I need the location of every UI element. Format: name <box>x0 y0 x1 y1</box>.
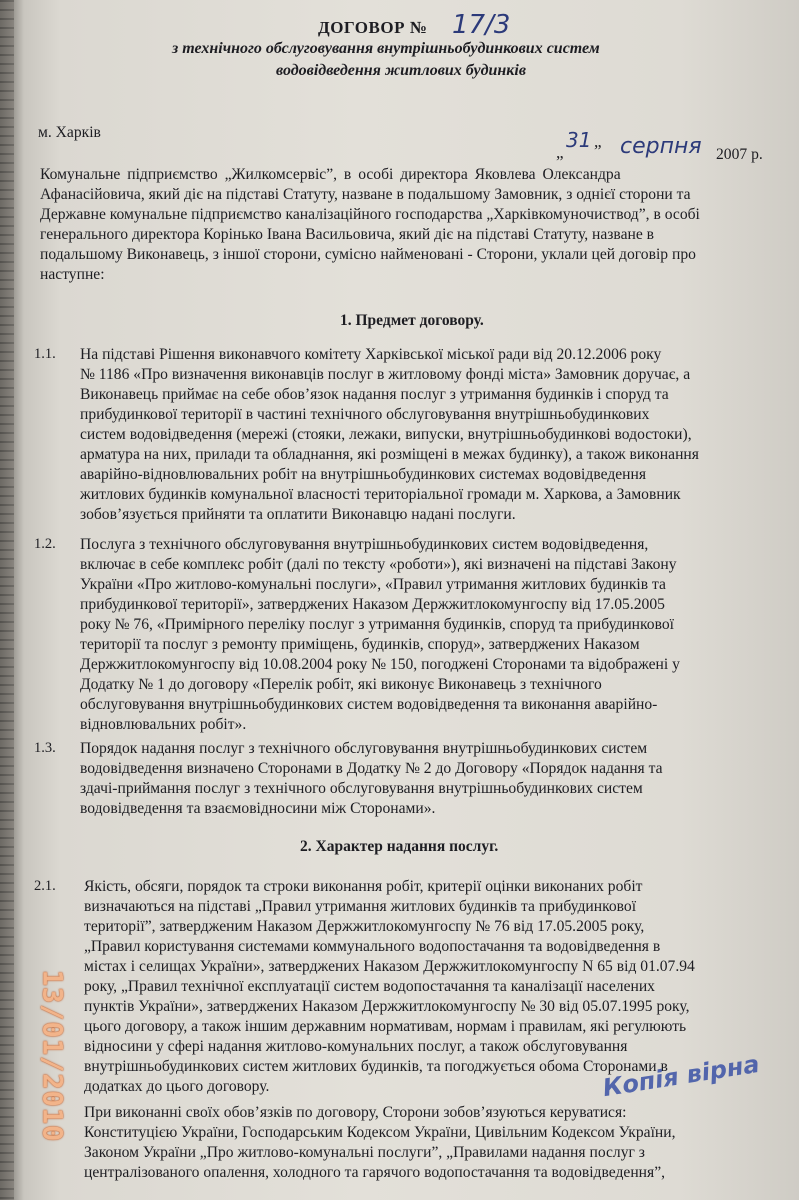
clause-line: року, „Правил технічної експлуатації систем водопостачання та каналізації населених <box>84 978 655 995</box>
clause-line: аварійно-відновлювальних робіт на внутрішньобудинкових системах водовідведення <box>80 466 647 483</box>
clause-line: України «Про житлово-комунальні послуги», «Правил утримання житлових будинків та <box>80 576 666 593</box>
clause-number: 1.1. <box>34 346 56 362</box>
document-subtitle-line-1: з технічного обслуговування внутрішньобудинкових систем <box>172 40 600 57</box>
clause-line: додатках до цього договору. <box>84 1078 270 1095</box>
clause-line: централізованого опалення, холодного та гарячого водопостачання та водовідведення”, <box>84 1164 666 1181</box>
intro-line: Комунальне підприємство „Жилкомсервіс”, в особі директора Яковлева Олександра <box>40 166 621 183</box>
clause-line: водовідведення та взаємовідносини між Сторонами». <box>80 800 436 817</box>
clause-line: На підставі Рішення виконавчого комітету Харківської міської ради від 20.12.2006 року <box>80 346 662 363</box>
document-title: ДОГОВОР № <box>318 18 428 37</box>
clause-number: 2.1. <box>34 878 56 894</box>
intro-line: Афанасійовича, який діє на підставі Статуту, назване в подальшому Замовник, з однієї сторони та <box>40 186 691 203</box>
clause-line: арматура на них, прилади та обладнання, які розміщені в межах будинку), а також виконання <box>80 446 699 463</box>
document-subtitle-line-2: водовідведення житлових будинків <box>276 62 526 79</box>
clause-line: здачі-приймання послуг з технічного обслуговування внутрішньобудинкових систем <box>80 780 643 797</box>
clause-line: містах і селищах України», затверджених Наказом Держжитлокомунгоспу N 65 від 01.07.94 <box>84 958 695 975</box>
clause-line: При виконанні своїх обов’язків по договору, Сторони зобов’язуються керуватися: <box>84 1104 627 1121</box>
certified-copy-stamp: Копія вірна <box>600 1049 762 1103</box>
clause-line: „Правил користування системами коммунального водопостачання та водовідведення в <box>84 938 661 955</box>
clause-line: Порядок надання послуг з технічного обслуговування внутрішньобудинкових систем <box>80 740 648 757</box>
clause-line: території”, затвердженим Наказом Держжитлокомунгоспу № 76 від 17.05.2005 року, <box>84 918 645 935</box>
clause-line: житлових будинків комунальної власності територіальної громади м. Харкова, а Замовник <box>80 486 681 503</box>
clause-line: Додатку № 1 до договору «Перелік робіт, які виконує Виконавець з технічного <box>80 676 602 693</box>
section-2-heading: 2. Характер надання послуг. <box>300 838 499 855</box>
clause-line: пунктів України», затверджених Наказом Держжитлокомунгоспу № 30 від 05.07.1995 року, <box>84 998 690 1015</box>
date-open-quote: „ <box>556 143 564 162</box>
clause-line: прибудинкової території», затверджених Наказом Держжитлокомунгоспу від 17.05.2005 <box>80 596 665 613</box>
binding-edge <box>0 0 14 1200</box>
intro-line: Державне комунальне підприємство каналізаційного господарства „Харківкомуночиствод”, в особі <box>40 206 700 223</box>
clause-line: Законом України „Про житлово-комунальні послуги”, „Правилами надання послуг з <box>84 1144 645 1161</box>
clause-number: 1.3. <box>34 740 56 756</box>
clause-line: відносини у сфері надання житлово-комунальних послуг, а також обслуговування <box>84 1038 628 1055</box>
place-of-signing: м. Харків <box>38 124 101 141</box>
date-close-quote: ” <box>594 141 602 160</box>
clause-line: прибудинкової території в частині технічного обслуговування внутрішньобудинкових <box>80 406 650 423</box>
clause-line: № 1186 «Про визначення виконавців послуг в житловому фонді міста» Замовник доручає, а <box>80 366 691 383</box>
clause-line: цього договору, а також іншим державним нормативам, нормам і правилам, які регулюють <box>84 1018 687 1035</box>
clause-line: визначаються на підставі „Правил утримання житлових будинків та прибудинкової <box>84 898 637 915</box>
clause-line: систем водовідведення (мережі (стояки, лежаки, випуски, внутрішньобудинкові водостоки), <box>80 426 692 443</box>
date-year: 2007 р. <box>716 146 763 163</box>
handwritten-day: 31 <box>566 128 592 152</box>
clause-number: 1.2. <box>34 536 56 552</box>
handwritten-month: серпня <box>620 134 702 159</box>
clause-line: зобов’язується прийняти та оплатити Виконавцю надані послуги. <box>80 506 516 523</box>
clause-line: Послуга з технічного обслуговування внутрішньобудинкових систем водовідведення, <box>80 536 649 553</box>
clause-line: внутрішньобудинкових систем житлових будинків, та погоджується обома Сторонами в <box>84 1058 668 1075</box>
clause-line: водовідведення визначено Сторонами в Додатку № 2 до Договору «Порядок надання та <box>80 760 663 777</box>
intro-line: наступне: <box>40 266 105 283</box>
clause-line: Виконавець приймає на себе обов’язок надання послуг з утримання будинків і споруд та <box>80 386 669 403</box>
section-1-heading: 1. Предмет договору. <box>340 312 484 329</box>
clause-line: території та послуг з ремонту приміщень, будинків, споруд», затверджених Наказом <box>80 636 640 653</box>
handwritten-contract-number: 17/3 <box>452 10 511 40</box>
intro-line: подальшому Виконавець, з іншої сторони, сумісно найменовані - Сторони, уклали цей договір про <box>40 246 696 263</box>
clause-line: Держжитлокомунгоспу від 10.08.2004 року № 150, погоджені Сторонами та відображені у <box>80 656 680 673</box>
clause-line: включає в себе комплекс робіт (далі по тексту «роботи»), які визначені на підставі Закону <box>80 556 677 573</box>
camera-date-text: 13/01/2010 <box>36 969 68 1143</box>
clause-line: відновлювальних робіт». <box>80 716 247 733</box>
camera-date-stamp <box>34 936 70 1176</box>
clause-line: Якість, обсяги, порядок та строки виконання робіт, критерії оцінки виконаних робіт <box>84 878 643 895</box>
clause-line: року № 76, «Примірного переліку послуг з утримання будинків, споруд та прибудинкової <box>80 616 674 633</box>
clause-line: Конституцією України, Господарським Кодексом України, Цивільним Кодексом України, <box>84 1124 676 1141</box>
clause-line: обслуговування внутрішньобудинкових систем водовідведення та виконання аварійно- <box>80 696 658 713</box>
intro-line: генерального директора Корінько Івана Васильовича, який діє на підставі Статуту, назване в <box>40 226 655 243</box>
